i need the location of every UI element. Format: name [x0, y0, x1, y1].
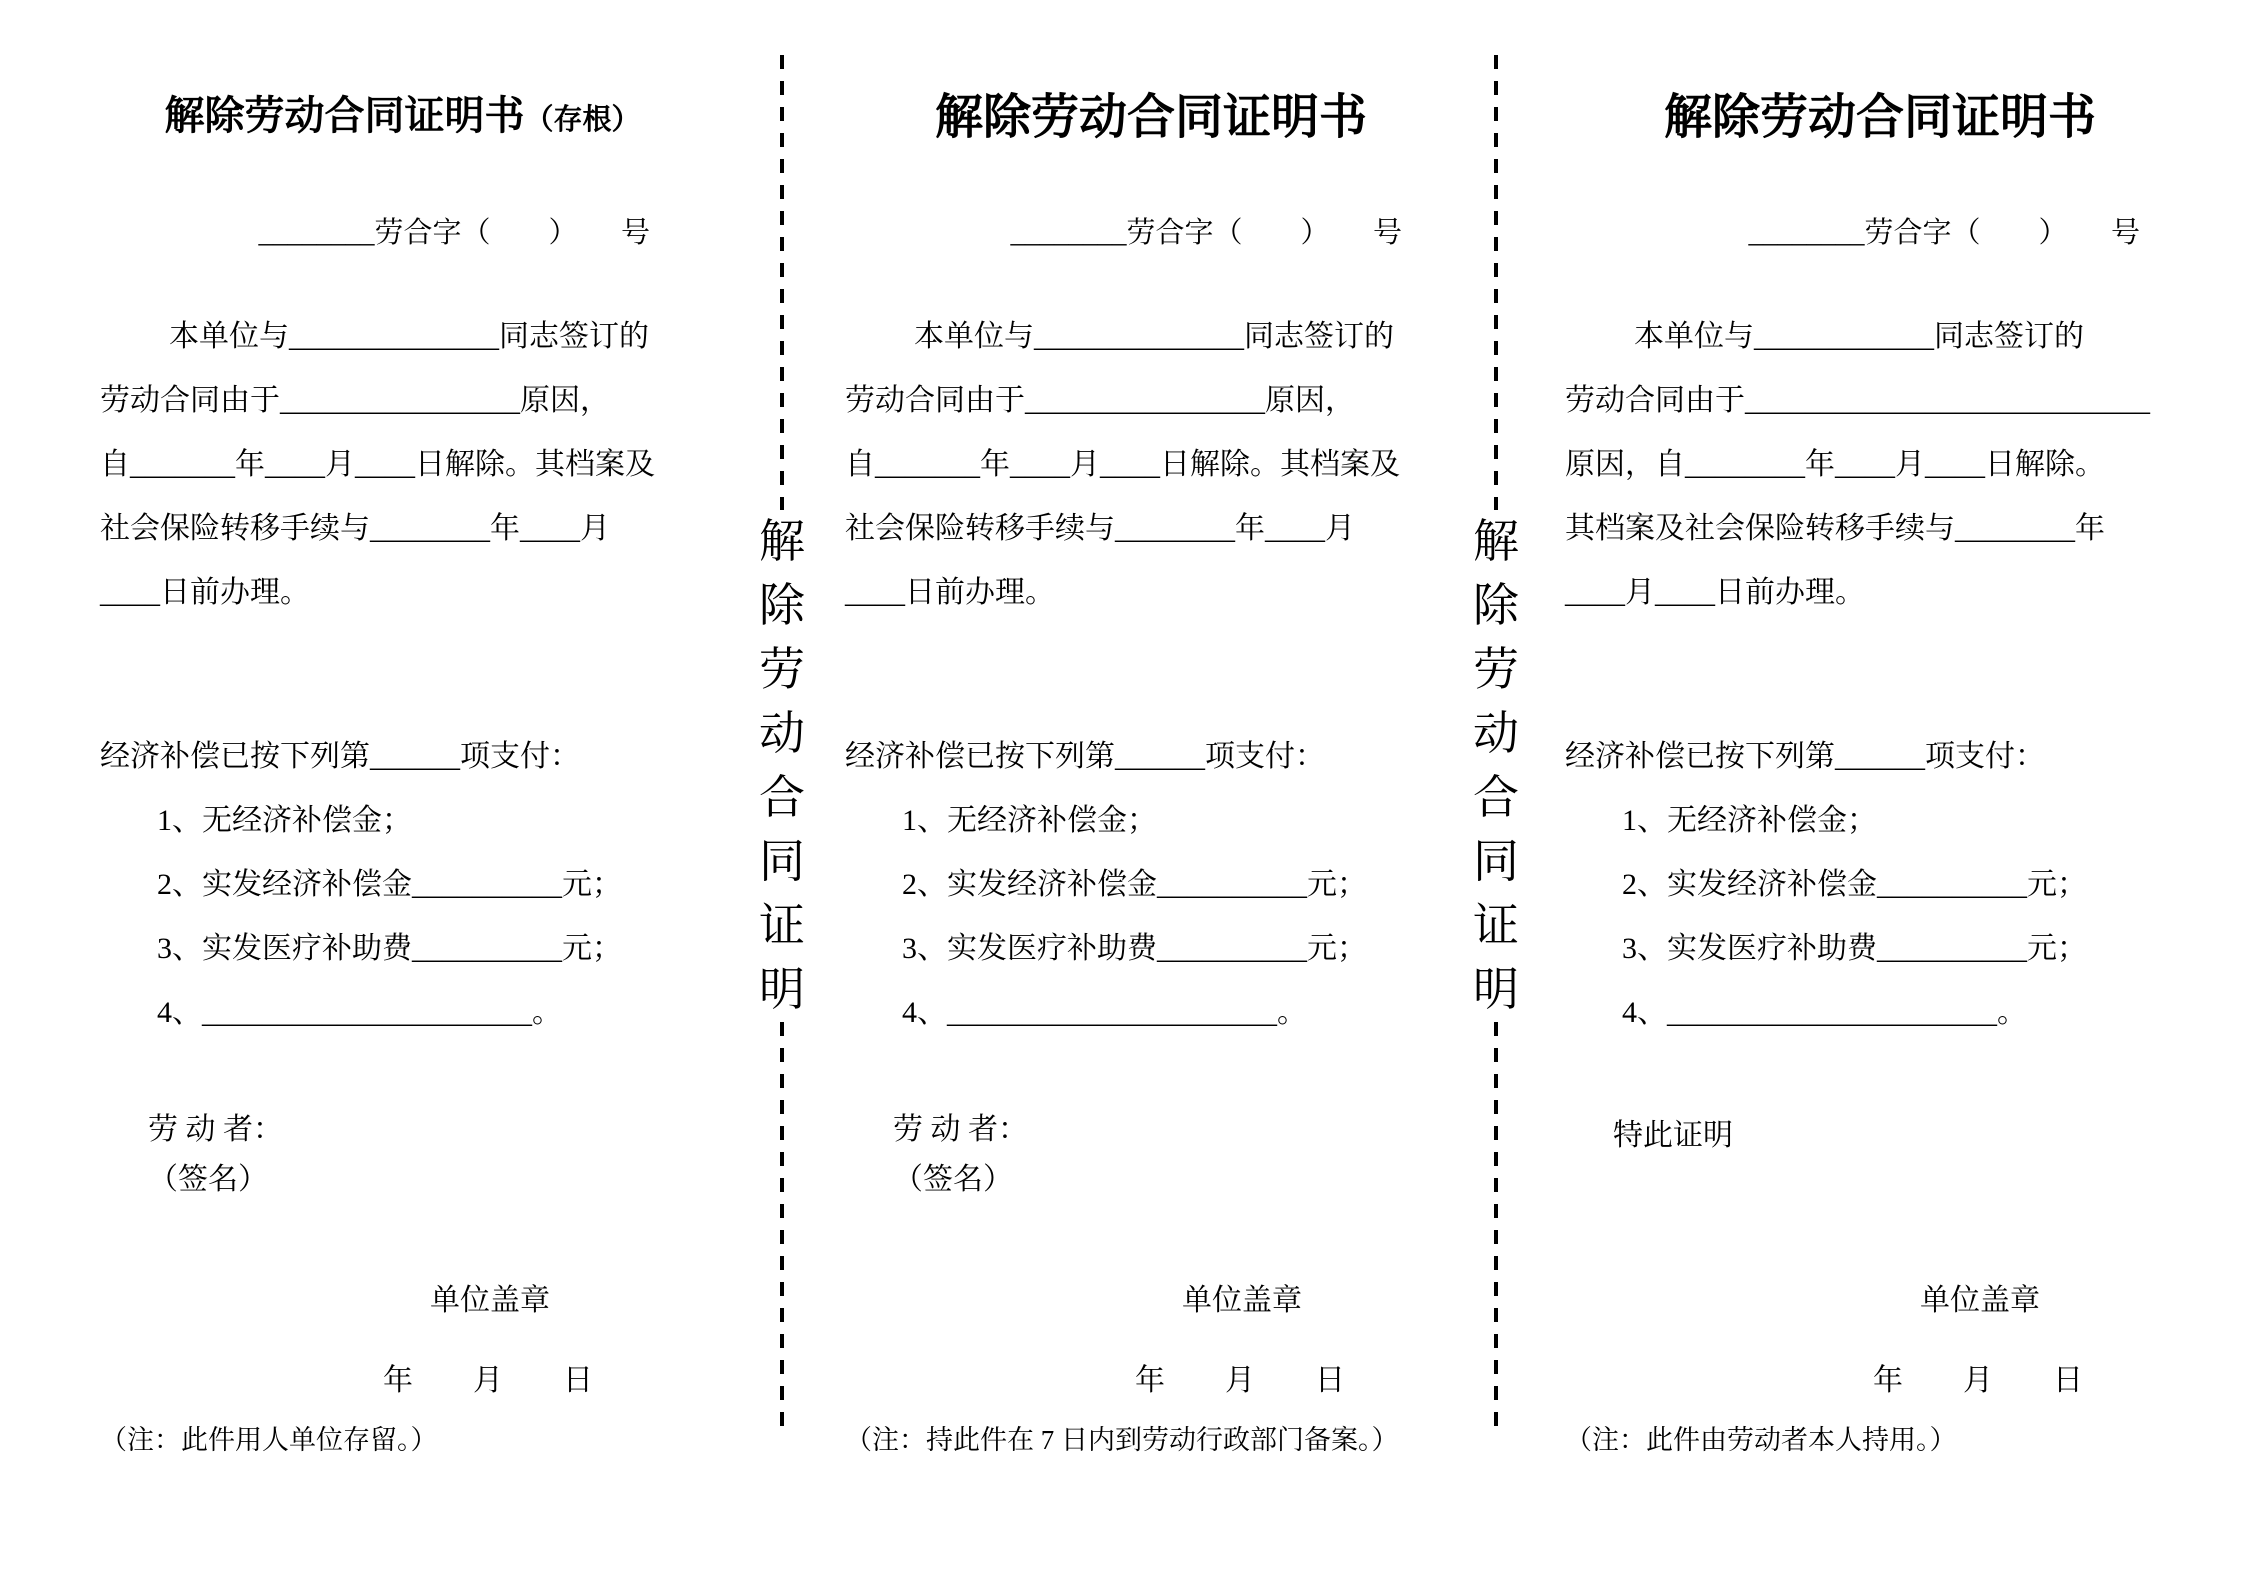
compensation-option: 2、实发经济补偿金__________元；: [1622, 868, 2087, 901]
compensation-heading: 经济补偿已按下列第______项支付：: [845, 740, 1325, 773]
form-title: [100, 84, 705, 141]
paragraph-line: 原因，自________年____月____日解除。: [1565, 448, 2105, 481]
compensation-section: [1565, 725, 2195, 1045]
certify-statement: 特此证明: [1613, 1119, 1733, 1152]
compensation-option: 4、______________________。: [902, 996, 1307, 1029]
divider-char: 解: [759, 516, 805, 567]
divider-char: 同: [1473, 836, 1519, 887]
body-paragraph: [845, 305, 1457, 625]
divider-vertical-title: [759, 510, 805, 1022]
note-line: （注：此件由劳动者本人持用。）: [1565, 1425, 1957, 1455]
date-line: 年 月 日: [1873, 1364, 2083, 1397]
paragraph-line: 劳动合同由于________________原因，: [100, 384, 610, 417]
reference-number-line: ________劳合字（ ） 号: [1010, 217, 1402, 249]
compensation-heading: 经济补偿已按下列第______项支付：: [1565, 740, 2045, 773]
divider-char: 合: [1473, 772, 1519, 823]
divider-char: 动: [1473, 708, 1519, 759]
paragraph-line: 劳动合同由于________________原因，: [845, 384, 1355, 417]
dashed-fold-line: [1494, 1022, 1498, 1427]
compensation-option: 2、实发经济补偿金__________元；: [157, 868, 622, 901]
note-line: （注：此件用人单位存留。）: [100, 1425, 438, 1455]
divider-char: 明: [1473, 964, 1519, 1015]
form-title-suffix: （存根）: [524, 104, 641, 136]
paragraph-line: 自_______年____月____日解除。其档案及: [100, 448, 655, 481]
paragraph-line: 本单位与______________同志签订的: [169, 320, 649, 353]
compensation-option: 3、实发医疗补助费__________元；: [902, 932, 1367, 965]
dashed-fold-line: [1494, 55, 1498, 510]
date-line: 年 月 日: [383, 1364, 593, 1397]
compensation-option: 4、______________________。: [157, 996, 562, 1029]
signature-hint: （签名）: [148, 1163, 268, 1196]
paragraph-line: ____日前办理。: [100, 576, 310, 609]
worker-signature-block: [845, 1105, 1457, 1205]
divider-char: 除: [759, 580, 805, 631]
divider-vertical-title: [1473, 510, 1519, 1022]
unit-seal-label: 单位盖章: [1182, 1284, 1302, 1317]
compensation-option: 1、无经济补偿金；: [902, 804, 1157, 837]
compensation-option: 3、实发医疗补助费__________元；: [157, 932, 622, 965]
form-title: [845, 78, 1457, 147]
form-title: [1565, 78, 2195, 147]
paragraph-line: 社会保险转移手续与________年____月: [845, 512, 1355, 545]
divider-char: 除: [1473, 580, 1519, 631]
reference-number-line: ________劳合字（ ） 号: [258, 217, 650, 249]
compensation-heading: 经济补偿已按下列第______项支付：: [100, 740, 580, 773]
date-line: 年 月 日: [1135, 1364, 1345, 1397]
paragraph-line: ____月____日前办理。: [1565, 576, 1865, 609]
divider-char: 合: [759, 772, 805, 823]
dashed-fold-line: [780, 1022, 784, 1427]
compensation-option: 1、无经济补偿金；: [1622, 804, 1877, 837]
unit-seal-label: 单位盖章: [430, 1284, 550, 1317]
dashed-fold-line: [780, 55, 784, 510]
form-title-text: 解除劳动合同证明书: [164, 93, 525, 138]
divider-char: 证: [1473, 900, 1519, 951]
paragraph-line: ____日前办理。: [845, 576, 1055, 609]
worker-signature-label: 劳 动 者：: [148, 1113, 283, 1146]
compensation-option: 3、实发医疗补助费__________元；: [1622, 932, 2087, 965]
fold-divider: [746, 55, 818, 1427]
fold-divider: [1460, 55, 1532, 1427]
compensation-section: [845, 725, 1457, 1045]
signature-hint: （签名）: [893, 1163, 1013, 1196]
worker-signature-label: 劳 动 者：: [893, 1113, 1028, 1146]
divider-char: 劳: [759, 644, 805, 695]
compensation-option: 1、无经济补偿金；: [157, 804, 412, 837]
compensation-section: [100, 725, 705, 1045]
body-paragraph: [1565, 305, 2195, 625]
paragraph-line: 社会保险转移手续与________年____月: [100, 512, 610, 545]
divider-char: 证: [759, 900, 805, 951]
form-title-text: 解除劳动合同证明书: [934, 91, 1367, 144]
form-title-text: 解除劳动合同证明书: [1663, 91, 2096, 144]
paragraph-line: 本单位与____________同志签订的: [1634, 320, 2084, 353]
compensation-option: 4、______________________。: [1622, 996, 2027, 1029]
body-paragraph: [100, 305, 705, 625]
note-line: （注：持此件在 7 日内到劳动行政部门备案。）: [845, 1425, 1399, 1455]
divider-char: 劳: [1473, 644, 1519, 695]
reference-number-line: ________劳合字（ ） 号: [1748, 217, 2140, 249]
paragraph-line: 本单位与______________同志签订的: [914, 320, 1394, 353]
paragraph-line: 劳动合同由于___________________________: [1565, 384, 2150, 417]
divider-char: 同: [759, 836, 805, 887]
divider-char: 解: [1473, 516, 1519, 567]
unit-seal-label: 单位盖章: [1920, 1284, 2040, 1317]
divider-char: 明: [759, 964, 805, 1015]
paragraph-line: 其档案及社会保险转移手续与________年: [1565, 512, 2105, 545]
compensation-option: 2、实发经济补偿金__________元；: [902, 868, 1367, 901]
worker-signature-block: [100, 1105, 705, 1205]
divider-char: 动: [759, 708, 805, 759]
paragraph-line: 自_______年____月____日解除。其档案及: [845, 448, 1400, 481]
